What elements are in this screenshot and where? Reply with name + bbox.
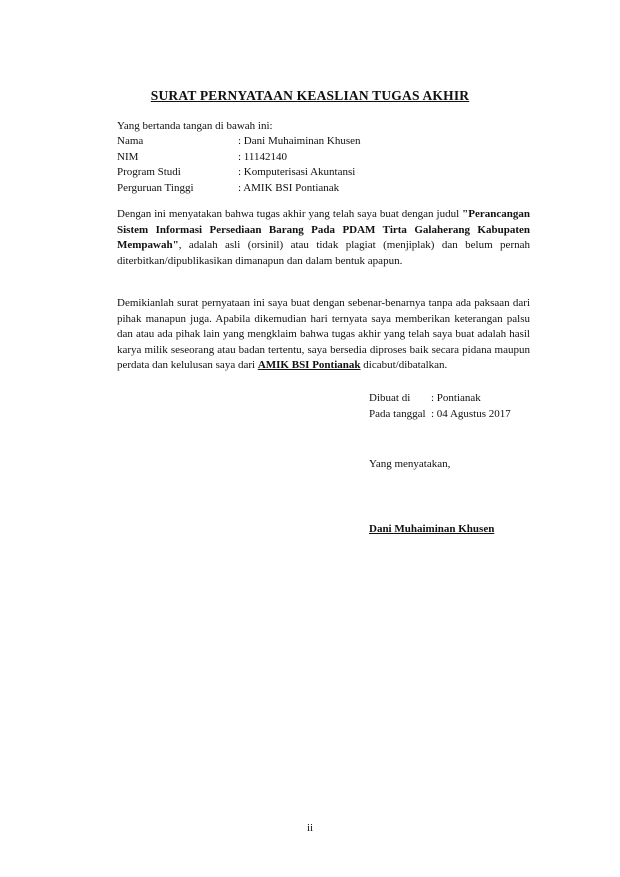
statement-text: Yang menyatakan,: [369, 458, 451, 470]
declaration-text-end: , adalah asli (orsinil) atau tidak plagiat (menjiplak) dan belum pernah diterbitkan/dipublikasikan dimanapun dan dalam bentuk apapun.: [117, 239, 530, 267]
identity-value: : 11142140: [238, 150, 287, 163]
identity-row: [117, 166, 361, 182]
place-label: Dibuat di: [369, 392, 411, 404]
date-label: Pada tanggal: [369, 407, 426, 420]
declaration-paragraph: [117, 207, 530, 269]
closing-text-end: dicabut/dibatalkan.: [360, 359, 448, 371]
document-title: SURAT PERNYATAAN KEASLIAN TUGAS AKHIR: [150, 88, 470, 103]
signature-date-row: [369, 408, 511, 424]
identity-label: Perguruan Tinggi: [117, 181, 194, 194]
identity-value: : Komputerisasi Akuntansi: [238, 166, 356, 178]
identity-row: [117, 135, 361, 151]
identity-label: NIM: [117, 150, 139, 163]
signer-name: Dani Muhaiminan Khusen: [369, 523, 495, 535]
signature-place-row: [369, 392, 511, 408]
identity-row: [117, 182, 361, 198]
identity-table: [117, 135, 361, 197]
page-number: ii: [306, 822, 314, 834]
institution-name: AMIK BSI Pontianak: [257, 359, 361, 371]
identity-value: : AMIK BSI Pontianak: [238, 181, 340, 194]
closing-text-start: Demikianlah surat pernyataan ini saya buat dengan sebenar-benarnya tanpa ada paksaan dari pihak manapun juga. Apabila dikemudian hari ternyata saya memberikan keterangan palsu dan atau ada pihak lain yang mengklaim bahwa tugas akhir yang telah saya buat adalah hasil karya milik seseorang atau badan tertentu, saya bersedia diproses baik secara pidana maupun perdata dan kelulusan saya dari: [117, 297, 530, 371]
signature-block: [369, 392, 511, 423]
identity-label: Program Studi: [117, 166, 181, 178]
intro-text: Yang bertanda tangan di bawah ini:: [117, 120, 273, 132]
closing-paragraph: [117, 296, 530, 374]
thesis-title: "Perancangan Sistem Informasi Persediaan Barang Pada PDAM Tirta Galaherang Kabupaten Mempawah": [117, 208, 530, 251]
date-value: : 04 Agustus 2017: [431, 407, 511, 420]
identity-row: [117, 151, 361, 167]
identity-value: : Dani Muhaiminan Khusen: [238, 135, 361, 147]
place-value: : Pontianak: [431, 392, 481, 404]
identity-label: Nama: [117, 135, 144, 147]
declaration-text-start: Dengan ini menyatakan bahwa tugas akhir yang telah saya buat dengan judul: [117, 208, 463, 220]
